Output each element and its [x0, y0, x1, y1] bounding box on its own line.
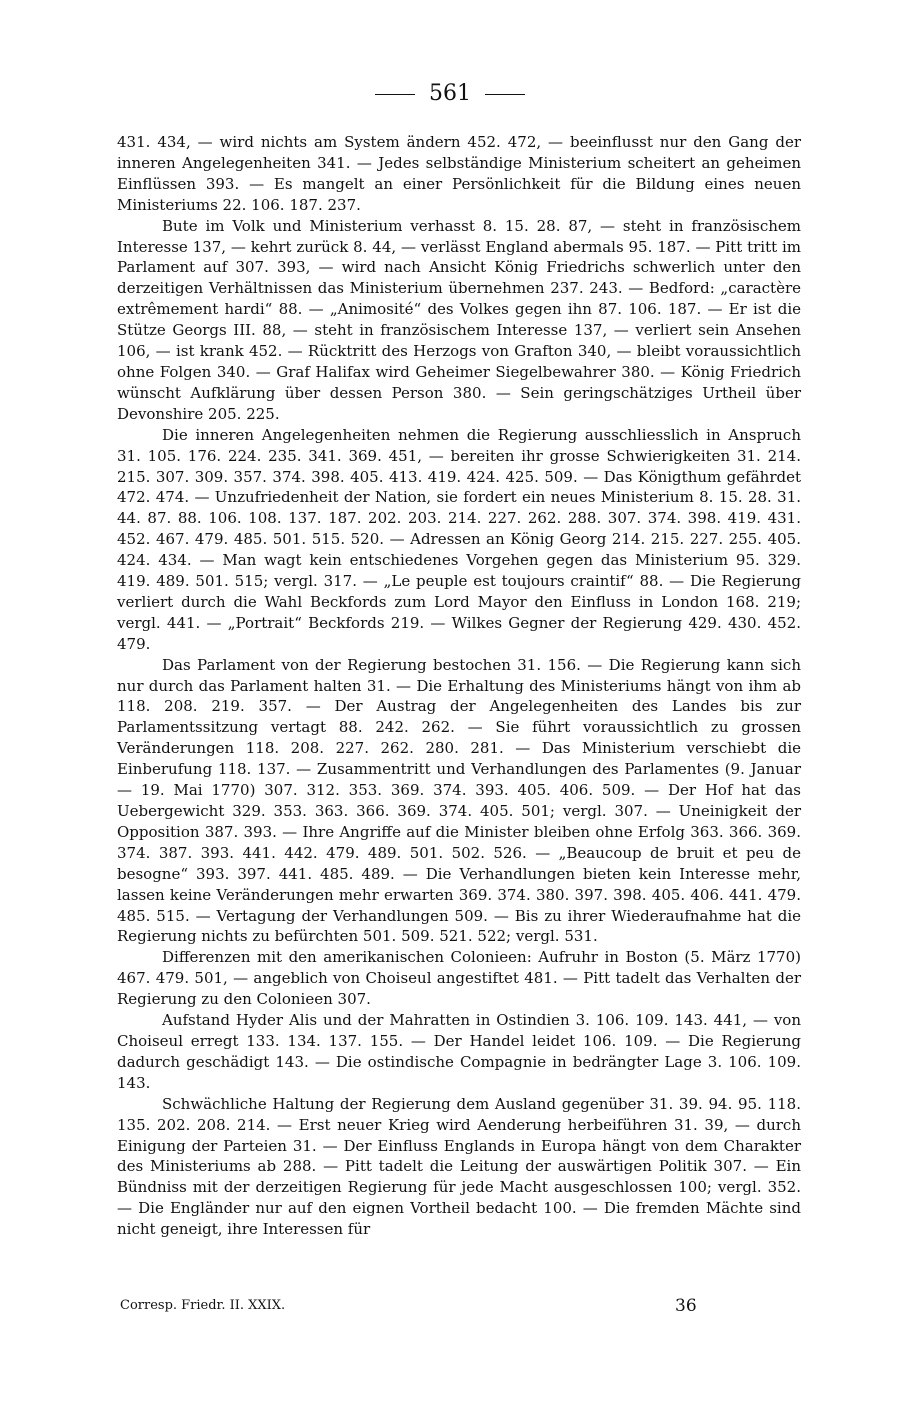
paragraph-4: Das Parlament von der Regierung bestochen 31. 156. — Die Regierung kann sich nur durch das Parlament halten 31. — Die Erhaltung des Ministeriums hängt von ihm ab 118. 208. 219. 357. — Der Austrag der Angelegenheiten des Landes bis zur Parlamentssitzung vertagt 88. 242. 262. — Sie führt voraussichtlich zu grossen Veränderungen 118. 208. 227. 262. 280. 281. — Das Ministerium verschiebt die Einberufung 118. 137. — Zusammentritt und Verhandlungen des Parlamentes (9. Januar — 19. Mai 1770) 307. 312. 353. 369. 374. 393. 405. 406. 509. — Der Hof hat das Uebergewicht 329. 353. 363. 366. 369. 374. 405. 501; vergl. 307. — Uneinigkeit der Opposition 387. 393. — Ihre Angriffe auf die Minister bleiben ohne Erfolg 363. 366. 369. 374. 387. 393. 441. 442. 479. 489. 501. 502. 526. — „Beaucoup de bruit et peu de besogne“ 393. 397. 441. 485. 489. — Die Verhandlungen bieten kein Interesse mehr, lassen keine Veränderungen mehr erwarten 369. 374. 380. 397. 398. 405. 406. 441. 479. 485. 515. — Vertagung der Verhandlungen 509. — Bis zu ihrer Wiederaufnahme hat die Regierung nichts zu befürchten 501. 509. 521. 522; vergl. 531. [117, 655, 801, 946]
paragraph-6: Aufstand Hyder Alis und der Mahratten in Ostindien 3. 106. 109. 143. 441, — von Choiseul erregt 133. 134. 137. 155. — Der Handel leidet 106. 109. — Die Regierung dadurch geschädigt 143. — Die ostindische Compagnie in bedrängter Lage 3. 106. 109. 143. [117, 1011, 801, 1092]
header-rule-left [375, 94, 415, 95]
paragraph-1: 431. 434, — wird nichts am System ändern 452. 472, — beeinflusst nur den Gang der inneren Angelegenheiten 341. — Jedes selbständige Ministerium scheitert an geheimen Einflüssen 393. — Es mangelt an einer Persönlichkeit für die Bildung eines neuen Ministeriums 22. 106. 187. 237. [117, 133, 801, 214]
signature-mark: 36 [675, 1296, 697, 1316]
header-rule-right [485, 94, 525, 95]
page-number: 561 [429, 81, 471, 106]
paragraph-5: Differenzen mit den amerikanischen Colonieen: Aufruhr in Boston (5. März 1770) 467. 479. 501, — angeblich von Choiseul angestiftet 481. — Pitt tadelt das Verhalten der Regierung zu den Colonieen 307. [117, 948, 801, 1009]
paragraph-7: Schwächliche Haltung der Regierung dem Ausland gegenüber 31. 39. 94. 95. 118. 135. 202. 208. 214. — Erst neuer Krieg wird Aenderung herbeiführen 31. 39, — durch Einigung der Parteien 31. — Der Einfluss Englands in Europa hängt von dem Charakter des Ministeriums ab 288. — Pitt tadelt die Leitung der auswärtigen Politik 307. — Ein Bündniss mit der derzeitigen Regierung für jede Macht ausgeschlossen 100; vergl. 352. — Die Engländer nur auf den eignen Vortheil bedacht 100. — Die fremden Mächte sind nicht geneigt, ihre Interessen für [117, 1094, 801, 1239]
page-header [0, 80, 900, 108]
paragraph-3: Die inneren Angelegenheiten nehmen die Regierung ausschliesslich in Anspruch 31. 105. 176. 224. 235. 341. 369. 451, — bereiten ihr grosse Schwierigkeiten 31. 214. 215. 307. 309. 357. 374. 398. 405. 413. 419. 424. 425. 509. — Das Königthum gefährdet 472. 474. — Unzufriedenheit der Nation, sie fordert ein neues Ministerium 8. 15. 28. 31. 44. 87. 88. 106. 108. 137. 187. 202. 203. 214. 227. 262. 288. 307. 374. 398. 419. 431. 452. 467. 479. 485. 501. 515. 520. — Adressen an König Georg 214. 215. 227. 255. 405. 424. 434. — Man wagt kein entschiedenes Vorgehen gegen das Ministerium 95. 329. 419. 489. 501. 515; vergl. 317. — „Le peuple est toujours craintif“ 88. — Die Regierung verliert durch die Wahl Beckfords zum Lord Mayor den Einfluss in London 168. 219; vergl. 441. — „Portrait“ Beckfords 219. — Wilkes Gegner der Regierung 429. 430. 452. 479. [117, 425, 801, 653]
source-note: Corresp. Friedr. II. XXIX. [120, 1298, 286, 1313]
page-footer [120, 1296, 697, 1316]
body-text [117, 132, 801, 1240]
paragraph-2: Bute im Volk und Ministerium verhasst 8. 15. 28. 87, — steht in französischem Interesse 137, — kehrt zurück 8. 44, — verlässt England abermals 95. 187. — Pitt tritt im Parlament auf 307. 393, — wird nach Ansicht König Friedrichs schwerlich unter den derzeitigen Verhältnissen das Ministerium übernehmen 237. 243. — Bedford: „caractère extrêmement hardi“ 88. — „Animosité“ des Volkes gegen ihn 87. 106. 187. — Er ist die Stütze Georgs III. 88, — steht in französischem Interesse 137, — verliert sein Ansehen 106, — ist krank 452. — Rücktritt des Herzogs von Grafton 340, — bleibt voraussichtlich ohne Folgen 340. — Graf Halifax wird Geheimer Siegelbewahrer 380. — König Friedrich wünscht Aufklärung über dessen Person 380. — Sein geringschätziges Urtheil über Devonshire 205. 225. [117, 216, 801, 423]
